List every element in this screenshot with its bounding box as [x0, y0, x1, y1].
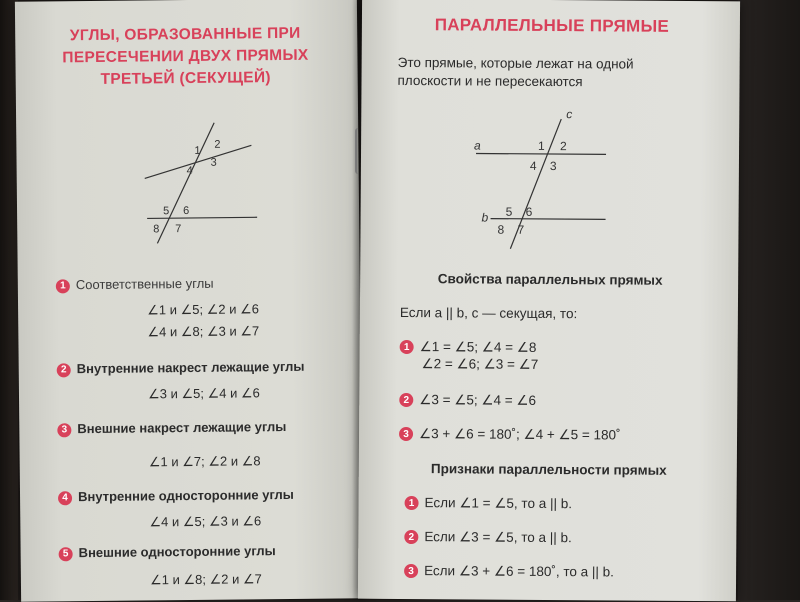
section-4-number: 4 [58, 491, 72, 505]
criterion-3: 3 Если ∠3 + ∠6 = 180˚, то a || b. [404, 563, 614, 580]
criterion-1: 1 Если ∠1 = ∠5, то a || b. [405, 495, 573, 512]
property-1-line-2: ∠2 = ∠6; ∠3 = ∠7 [421, 356, 539, 372]
definition-line-2: плоскости и не пересекаются [397, 72, 583, 90]
definition-line-1: Это прямые, которые лежат на одной [397, 54, 634, 72]
criterion-1-number: 1 [405, 496, 419, 510]
diagram-label-2: 2 [560, 139, 567, 154]
diagram-label-4: 4 [186, 164, 193, 178]
transversal-diagram-left [126, 117, 267, 248]
line-c-label: c [566, 107, 573, 122]
diagram-label-5: 5 [163, 205, 170, 218]
parallel-lines-diagram [465, 103, 616, 254]
section-3-number: 3 [57, 423, 71, 437]
diagram-label-1: 1 [538, 138, 545, 153]
section-3-heading: 3 Внешние накрест лежащие углы [57, 419, 286, 437]
section-2-heading: 2 Внутренние накрест лежащие углы [57, 359, 305, 377]
properties-intro: Если a || b, c — секущая, то: [399, 304, 578, 322]
property-2: 2 ∠3 = ∠5; ∠4 = ∠6 [399, 392, 536, 409]
property-1-number: 1 [400, 340, 414, 354]
property-2-number: 2 [399, 393, 413, 407]
diagram-label-3: 3 [210, 156, 217, 169]
right-page-title: ПАРАЛЛЕЛЬНЫЕ ПРЯМЫЕ [434, 15, 670, 36]
diagram-label-5: 5 [505, 204, 513, 219]
criteria-heading: Признаки параллельности прямых [430, 461, 667, 478]
diagram-label-7: 7 [175, 223, 182, 236]
section-5-line-1: ∠1 и ∠8; ∠2 и ∠7 [149, 571, 262, 588]
section-2-number: 2 [57, 363, 71, 377]
diagram-label-4: 4 [529, 158, 537, 173]
diagram-label-6: 6 [525, 204, 533, 219]
section-5-number: 5 [59, 547, 73, 561]
section-3-line-1: ∠1 и ∠7; ∠2 и ∠8 [148, 453, 261, 470]
property-3-number: 3 [399, 427, 413, 441]
section-1-line-1: ∠1 и ∠5; ∠2 и ∠6 [147, 301, 260, 318]
property-3: 3 ∠3 + ∠6 = 180˚; ∠4 + ∠5 = 180˚ [399, 426, 621, 444]
criterion-3-number: 3 [404, 564, 418, 578]
section-1-number: 1 [56, 279, 70, 293]
diagram-label-7: 7 [517, 222, 525, 237]
left-page [15, 0, 363, 602]
diagram-label-3: 3 [549, 159, 557, 174]
section-1-heading: 1 Соответственные углы [56, 276, 214, 293]
criterion-2: 2 Если ∠3 = ∠5, то a || b. [404, 529, 572, 546]
diagram-label-6: 6 [183, 204, 190, 218]
right-page [358, 0, 740, 601]
diagram-label-8: 8 [497, 222, 505, 237]
section-4-line-1: ∠4 и ∠5; ∠3 и ∠6 [149, 513, 262, 530]
section-5-heading: 5 Внешние односторонние углы [59, 543, 276, 561]
line-a-label: a [474, 138, 481, 153]
diagram-label-2: 2 [214, 138, 221, 151]
section-1-line-2: ∠4 и ∠8; ∠3 и ∠7 [147, 323, 260, 340]
properties-heading: Свойства параллельных прямых [437, 271, 663, 288]
left-page-title: УГЛЫ, ОБРАЗОВАННЫЕ ПРИ ПЕРЕСЕЧЕНИИ ДВУХ ПРЯМЫХ ТРЕТЬЕЙ (СЕКУЩЕЙ) [62, 24, 309, 88]
right-edge-shadow [738, 0, 800, 600]
diagram-label-8: 8 [153, 223, 160, 236]
criterion-2-number: 2 [404, 530, 418, 544]
property-1-line-1: 1 ∠1 = ∠5; ∠4 = ∠8 [400, 339, 537, 356]
section-4-heading: 4 Внутренние односторонние углы [58, 487, 294, 505]
diagram-label-1: 1 [194, 144, 201, 157]
line-b-label: b [481, 210, 489, 225]
section-2-line-1: ∠3 и ∠5; ∠4 и ∠6 [148, 385, 260, 402]
